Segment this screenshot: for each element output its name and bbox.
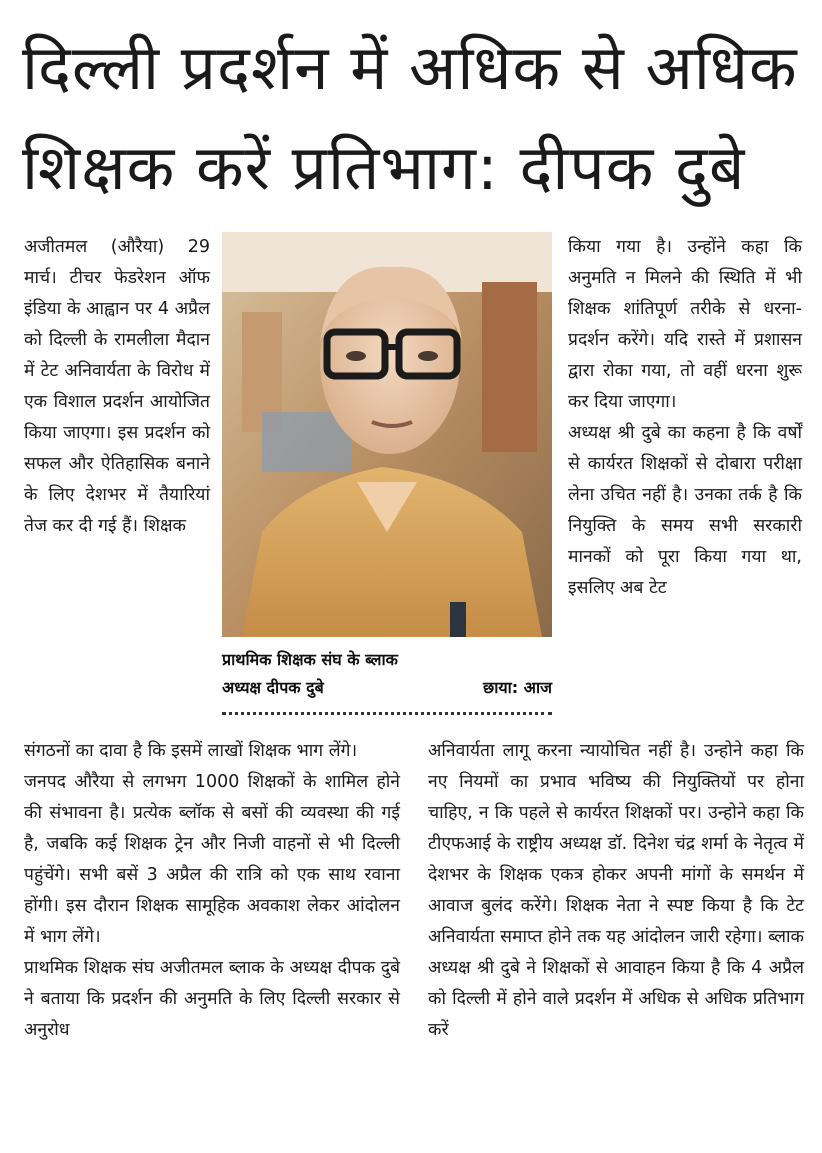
- article-paragraph: अनिवार्यता लागू करना न्यायोचित नहीं है। उन्होने कहा कि नए नियमों का प्रभाव भविष्य की नियुक्तियों पर होना चाहिए, न कि पहले से कार्यरत शिक्षकों पर। उन्होने कहा कि टीएफआई के राष्ट्रीय अध्यक्ष डॉ. दिनेश चंद्र शर्मा के नेतृत्व में देशभर के शिक्षक एकत्र होकर अपनी मांगों के समर्थन में आवाज बुलंद करेंगे। शिक्षक नेता ने स्पष्ट किया है कि टेट अनिवार्यता समाप्त होने तक यह आंदोलन जारी रहेगा। ब्लाक अध्यक्ष श्री दुबे ने शिक्षकों से आवाहन किया है कि 4 अप्रैल को दिल्ली में होने वाले प्रदर्शन में अधिक से अधिक प्रतिभाग करें: [428, 741, 804, 1040]
- caption-line-2-left: अध्यक्ष दीपक दुबे: [222, 678, 324, 697]
- headline-line-1: दिल्ली प्रदर्शन में अधिक से अधिक: [22, 31, 798, 104]
- article-paragraph: किया गया है। उन्होंने कहा कि अनुमति न मिलने की स्थिति में भी शिक्षक शांतिपूर्ण तरीके से धरना-प्रदर्शन करेंगे। यदि रास्ते में प्रशासन द्वारा रोका गया, तो वहीं धरना शुरू कर दिया जाएगा।: [568, 237, 802, 412]
- article-column-left-bottom: [24, 736, 400, 1046]
- article-paragraph: संगठनों का दावा है कि इसमें लाखों शिक्षक भाग लेंगे।: [24, 741, 358, 761]
- article-column-left-top: [24, 232, 210, 542]
- caption-photo-credit: छाया: आज: [483, 678, 552, 697]
- caption-line-1: प्राथमिक शिक्षक संघ के ब्लाक: [222, 650, 398, 669]
- portrait-image: [222, 232, 552, 637]
- article-column-right-bottom: [428, 736, 804, 1046]
- photo-caption: [222, 646, 552, 702]
- article-paragraph: अजीतमल (औरैया) 29 मार्च। टीचर फेडरेशन ऑफ इंडिया के आह्वान पर 4 अप्रैल को दिल्ली के रामलीला मैदान में टेट अनिवार्यता के विरोध में एक विशाल प्रदर्शन आयोजित किया जाएगा। इस प्रदर्शन को सफल और ऐतिहासिक बनाने के लिए देशभर में तैयारियां तेज कर दी गई हैं। शिक्षक: [24, 237, 210, 536]
- article-column-right-top: [568, 232, 802, 604]
- caption-divider: [222, 712, 552, 715]
- article-paragraph: प्राथमिक शिक्षक संघ अजीतमल ब्लाक के अध्यक्ष दीपक दुबे ने बताया कि प्रदर्शन की अनुमति के लिए दिल्ली सरकार से अनुरोध: [24, 958, 400, 1040]
- headline-line-2: शिक्षक करें प्रतिभाग: दीपक दुबे: [22, 131, 746, 204]
- author-photo: [222, 232, 552, 637]
- article-paragraph: जनपद औरैया से लगभग 1000 शिक्षकों के शामिल होने की संभावना है। प्रत्येक ब्लॉक से बसों की व्यवस्था की गई है, जबकि कई शिक्षक ट्रेन और निजी वाहनों से भी दिल्ली पहुंचेंगे। सभी बसें 3 अप्रैल की रात्रि को एक साथ रवाना होंगी। इस दौरान शिक्षक सामूहिक अवकाश लेकर आंदोलन में भाग लेंगे।: [24, 772, 400, 947]
- article-paragraph: अध्यक्ष श्री दुबे का कहना है कि वर्षों से कार्यरत शिक्षकों से दोबारा परीक्षा लेना उचित नहीं है। उनका तर्क है कि नियुक्ति के समय सभी सरकारी मानकों को पूरा किया गया था, इसलिए अब टेट: [568, 423, 802, 598]
